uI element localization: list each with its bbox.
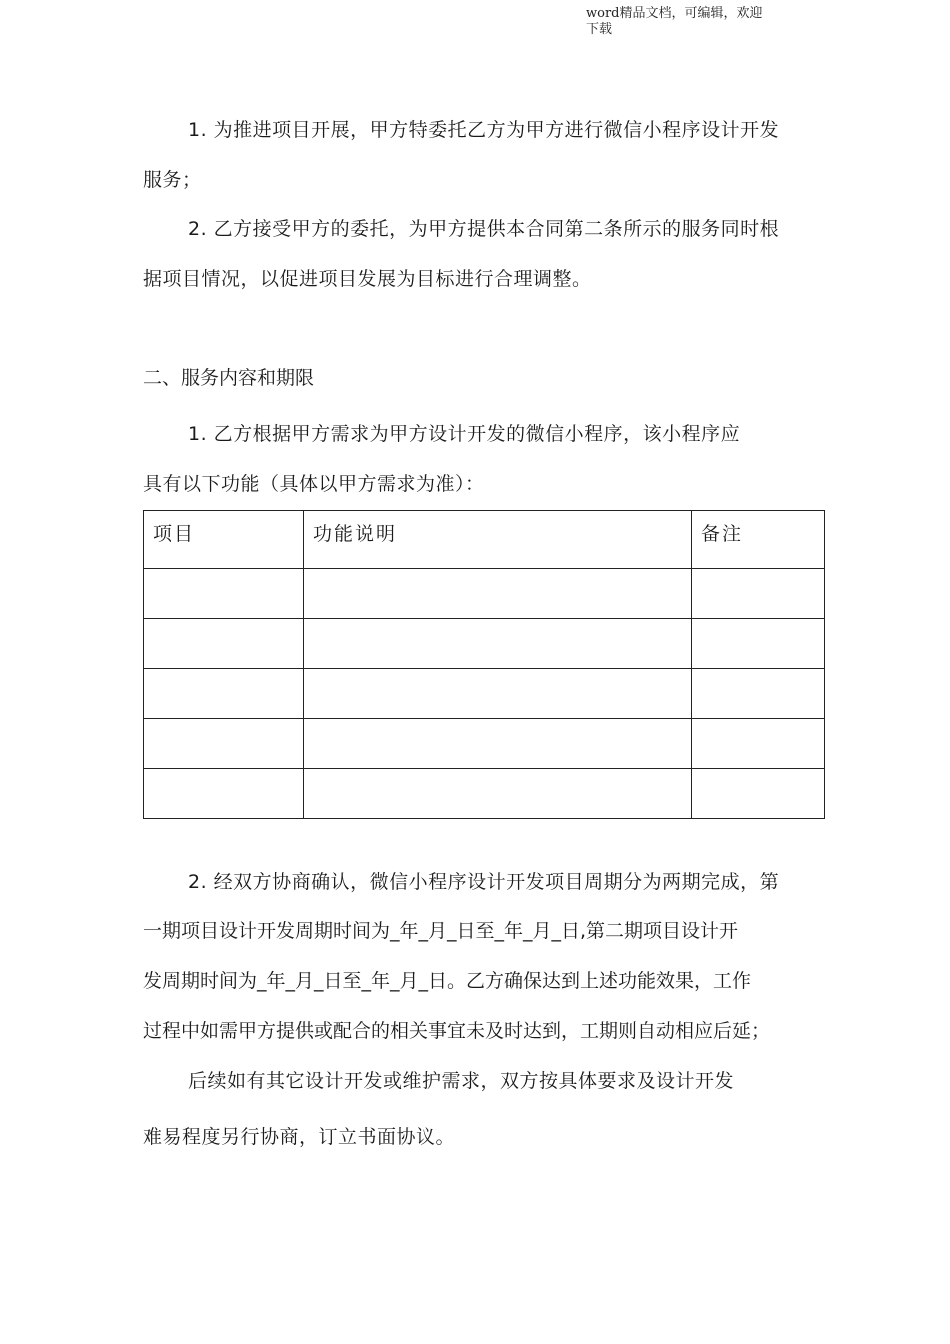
table-cell <box>692 619 825 669</box>
table-cell <box>144 719 304 769</box>
clause-2-1-line-2: 具有以下功能（具体以甲方需求为准）： <box>143 473 485 495</box>
table-row <box>144 619 825 669</box>
clause-2-1-line-1: 1. 乙方根据甲方需求为甲方设计开发的微信小程序，该小程序应 <box>188 423 741 445</box>
clause-2-2-line-3: 发周期时间为_年_月_日至_年_月_日。乙方确保达到上述功能效果，工作 <box>143 970 752 992</box>
table-cell <box>144 569 304 619</box>
clause-2-2-line-2: 一期项目设计开发周期时间为_年_月_日至_年_月_日,第二期项目设计开 <box>143 920 739 942</box>
table-cell <box>304 719 692 769</box>
clause-2-3-line-1: 后续如有其它设计开发或维护需求，双方按具体要求及设计开发 <box>188 1070 735 1092</box>
clause-1-2-line-2: 据项目情况，以促进项目发展为目标进行合理调整。 <box>143 268 592 290</box>
table-cell <box>692 669 825 719</box>
table-cell <box>304 669 692 719</box>
header-function-description: 功能说明 <box>304 511 692 569</box>
clause-1-1-line-2: 服务； <box>143 169 202 191</box>
header-item: 项目 <box>144 511 304 569</box>
watermark <box>586 6 786 38</box>
table-row <box>144 769 825 819</box>
watermark-line-2: 下载 <box>586 22 613 37</box>
table-header-row <box>144 511 825 569</box>
table-cell <box>144 619 304 669</box>
header-remarks: 备注 <box>692 511 825 569</box>
table-cell <box>144 769 304 819</box>
table-row <box>144 669 825 719</box>
table-row <box>144 569 825 619</box>
clause-2-2-line-1: 2. 经双方协商确认，微信小程序设计开发项目周期分为两期完成，第 <box>188 871 780 893</box>
clause-1-1-line-1: 1. 为推进项目开展，甲方特委托乙方为甲方进行微信小程序设计开发 <box>188 119 780 141</box>
clause-2-2-line-4: 过程中如需甲方提供或配合的相关事宜未及时达到，工期则自动相应后延； <box>143 1020 771 1042</box>
table-cell <box>692 719 825 769</box>
table-row <box>144 719 825 769</box>
table-cell <box>304 769 692 819</box>
section-2-heading: 二、服务内容和期限 <box>143 367 315 389</box>
table-cell <box>304 569 692 619</box>
table-cell <box>304 619 692 669</box>
watermark-line-1: word精品文档，可编辑，欢迎 <box>586 6 763 21</box>
function-table <box>143 510 825 819</box>
clause-2-3-line-2: 难易程度另行协商，订立书面协议。 <box>143 1126 456 1148</box>
clause-1-2-line-1: 2. 乙方接受甲方的委托，为甲方提供本合同第二条所示的服务同时根 <box>188 218 780 240</box>
table-cell <box>692 569 825 619</box>
table-cell <box>692 769 825 819</box>
table-cell <box>144 669 304 719</box>
